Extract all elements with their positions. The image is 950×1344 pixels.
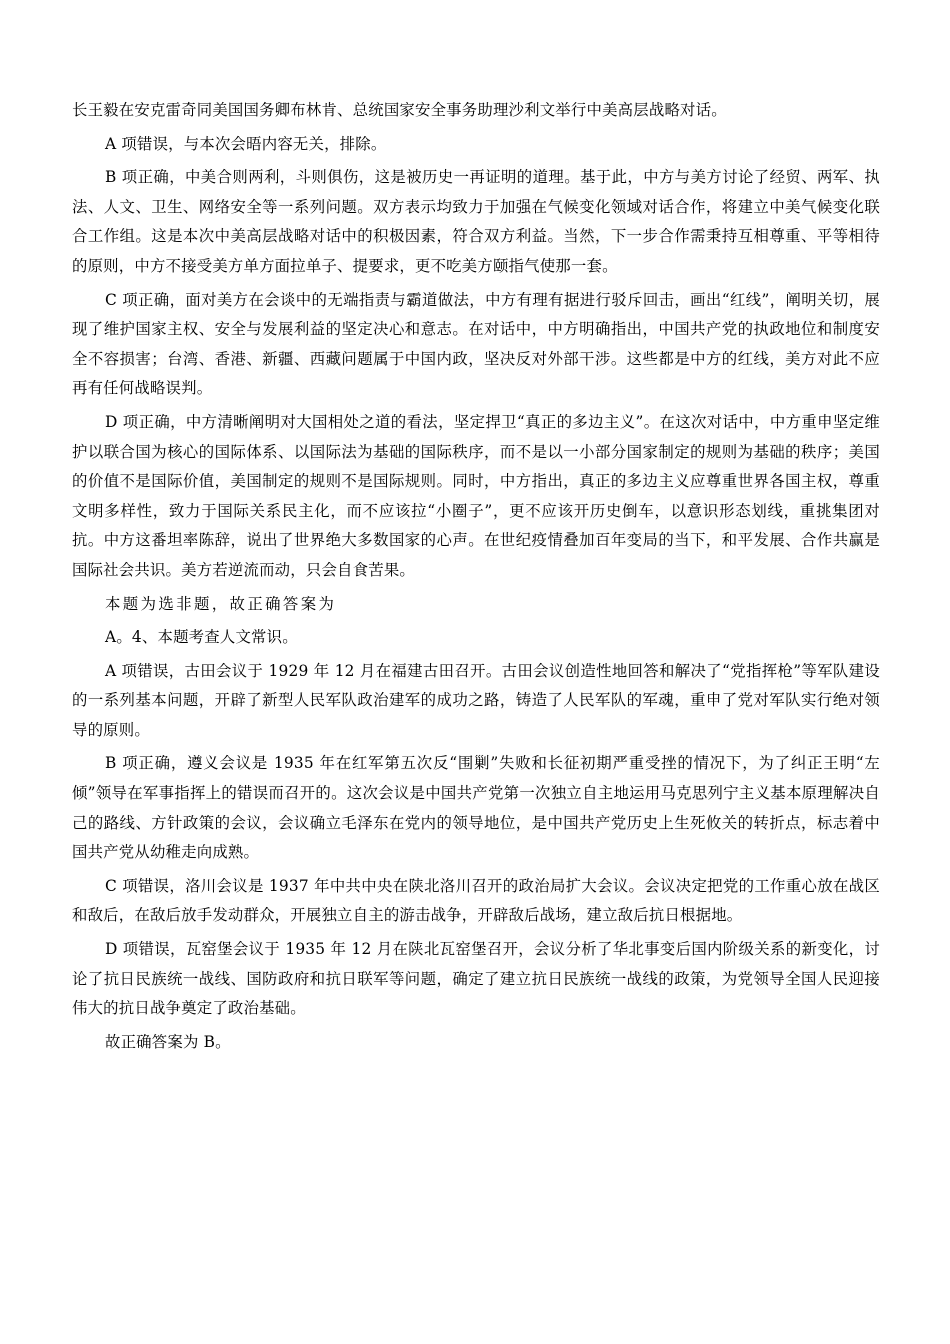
paragraph-answer-intro: 本题为选非题，故正确答案为 [105, 594, 337, 613]
paragraph-option-a-q4: A 项错误，古田会议于 1929 年 12 月在福建古田召开。古田会议创造性地回答和解决了“党指挥枪”等军队建设的一系列基本问题，开辟了新型人民军队政治建军的成功之路，铸造了人民军队的军魂，重申了党对军队实行绝对领导的原则。 [72, 661, 880, 739]
paragraph-answer-q4: 故正确答案为 B。 [105, 1032, 231, 1051]
paragraph-option-b-q3: B 项正确，中美合则两利，斗则俱伤，这是被历史一再证明的道理。基于此，中方与美方讨论了经贸、两军、执法、人文、卫生、网络安全等一系列问题。双方表示均致力于加强在气候变化领域对话合作，将建立中美气候变化联合工作组。这是本次中美高层战略对话中的积极因素，符合双方利益。当然，下一步合作需秉持互相尊重、平等相待的原则，中方不接受美方单方面拉单子、提要求，更不吃美方颐指气使那一套。 [72, 168, 880, 275]
paragraph-option-c-q4: C 项错误，洛川会议是 1937 年中共中央在陕北洛川召开的政治局扩大会议。会议决定把党的工作重心放在战区和敌后，在敌后放手发动群众，开展独立自主的游击战争，开辟敌后战场，建立敌后抗日根据地。 [72, 876, 880, 925]
paragraph-option-a-q3: A 项错误，与本次会晤内容无关，排除。 [105, 134, 387, 153]
paragraph-option-d-q3: D 项正确，中方清晰阐明对大国相处之道的看法，坚定捍卫“真正的多边主义”。在这次对话中，中方重申坚定维护以联合国为核心的国际体系、以国际法为基础的国际秩序，而不是以一小部分国家制定的规则为基础的秩序；美国的价值不是国际价值，美国制定的规则不是国际规则。同时，中方指出，真正的多边主义应尊重世界各国主权，尊重文明多样性，致力于国际关系民主化，而不应该拉“小圈子”，更不应该开历史倒车，以意识形态划线，重挑集团对抗。中方这番坦率陈辞，说出了世界绝大多数国家的心声。在世纪疫情叠加百年变局的当下，和平发展、合作共赢是国际社会共识。美方若逆流而动，只会自食苦果。 [72, 412, 880, 579]
paragraph-option-c-q3: C 项正确，面对美方在会谈中的无端指责与霸道做法，中方有理有据进行驳斥回击，画出“红线”，阐明关切，展现了维护国家主权、安全与发展利益的坚定决心和意志。在对话中，中方明确指出，中国共产党的执政地位和制度安全不容损害；台湾、香港、新疆、西藏问题属于中国内政，坚决反对外部干涉。这些都是中方的红线，美方对此不应再有任何战略误判。 [72, 290, 880, 398]
document-page [72, 96, 880, 1057]
paragraph-answer-q3-and-q4-intro: A。4、本题考查人文常识。 [105, 628, 298, 647]
paragraph-option-b-q4: B 项正确，遵义会议是 1935 年在红军第五次反“围剿”失败和长征初期严重受挫的情况下，为了纠正王明“左倾”领导在军事指挥上的错误而召开的。这次会议是中国共产党第一次独立自主地运用马克思列宁主义基本原理解决自己的路线、方针政策的会议，会议确立毛泽东在党内的领导地位，是中国共产党历史上生死攸关的转折点，标志着中国共产党从幼稚走向成熟。 [72, 754, 880, 862]
paragraph-option-d-q4: D 项错误，瓦窑堡会议于 1935 年 12 月在陕北瓦窑堡召开，会议分析了华北事变后国内阶级关系的新变化，讨论了抗日民族统一战线、国防政府和抗日联军等问题，确定了建立抗日民族统一战线的政策，为党领导全国人民迎接伟大的抗日战争奠定了政治基础。 [72, 940, 880, 1018]
paragraph-continuation: 长王毅在安克雷奇同美国国务卿布林肯、总统国家安全事务助理沙利文举行中美高层战略对话。 [72, 101, 727, 119]
